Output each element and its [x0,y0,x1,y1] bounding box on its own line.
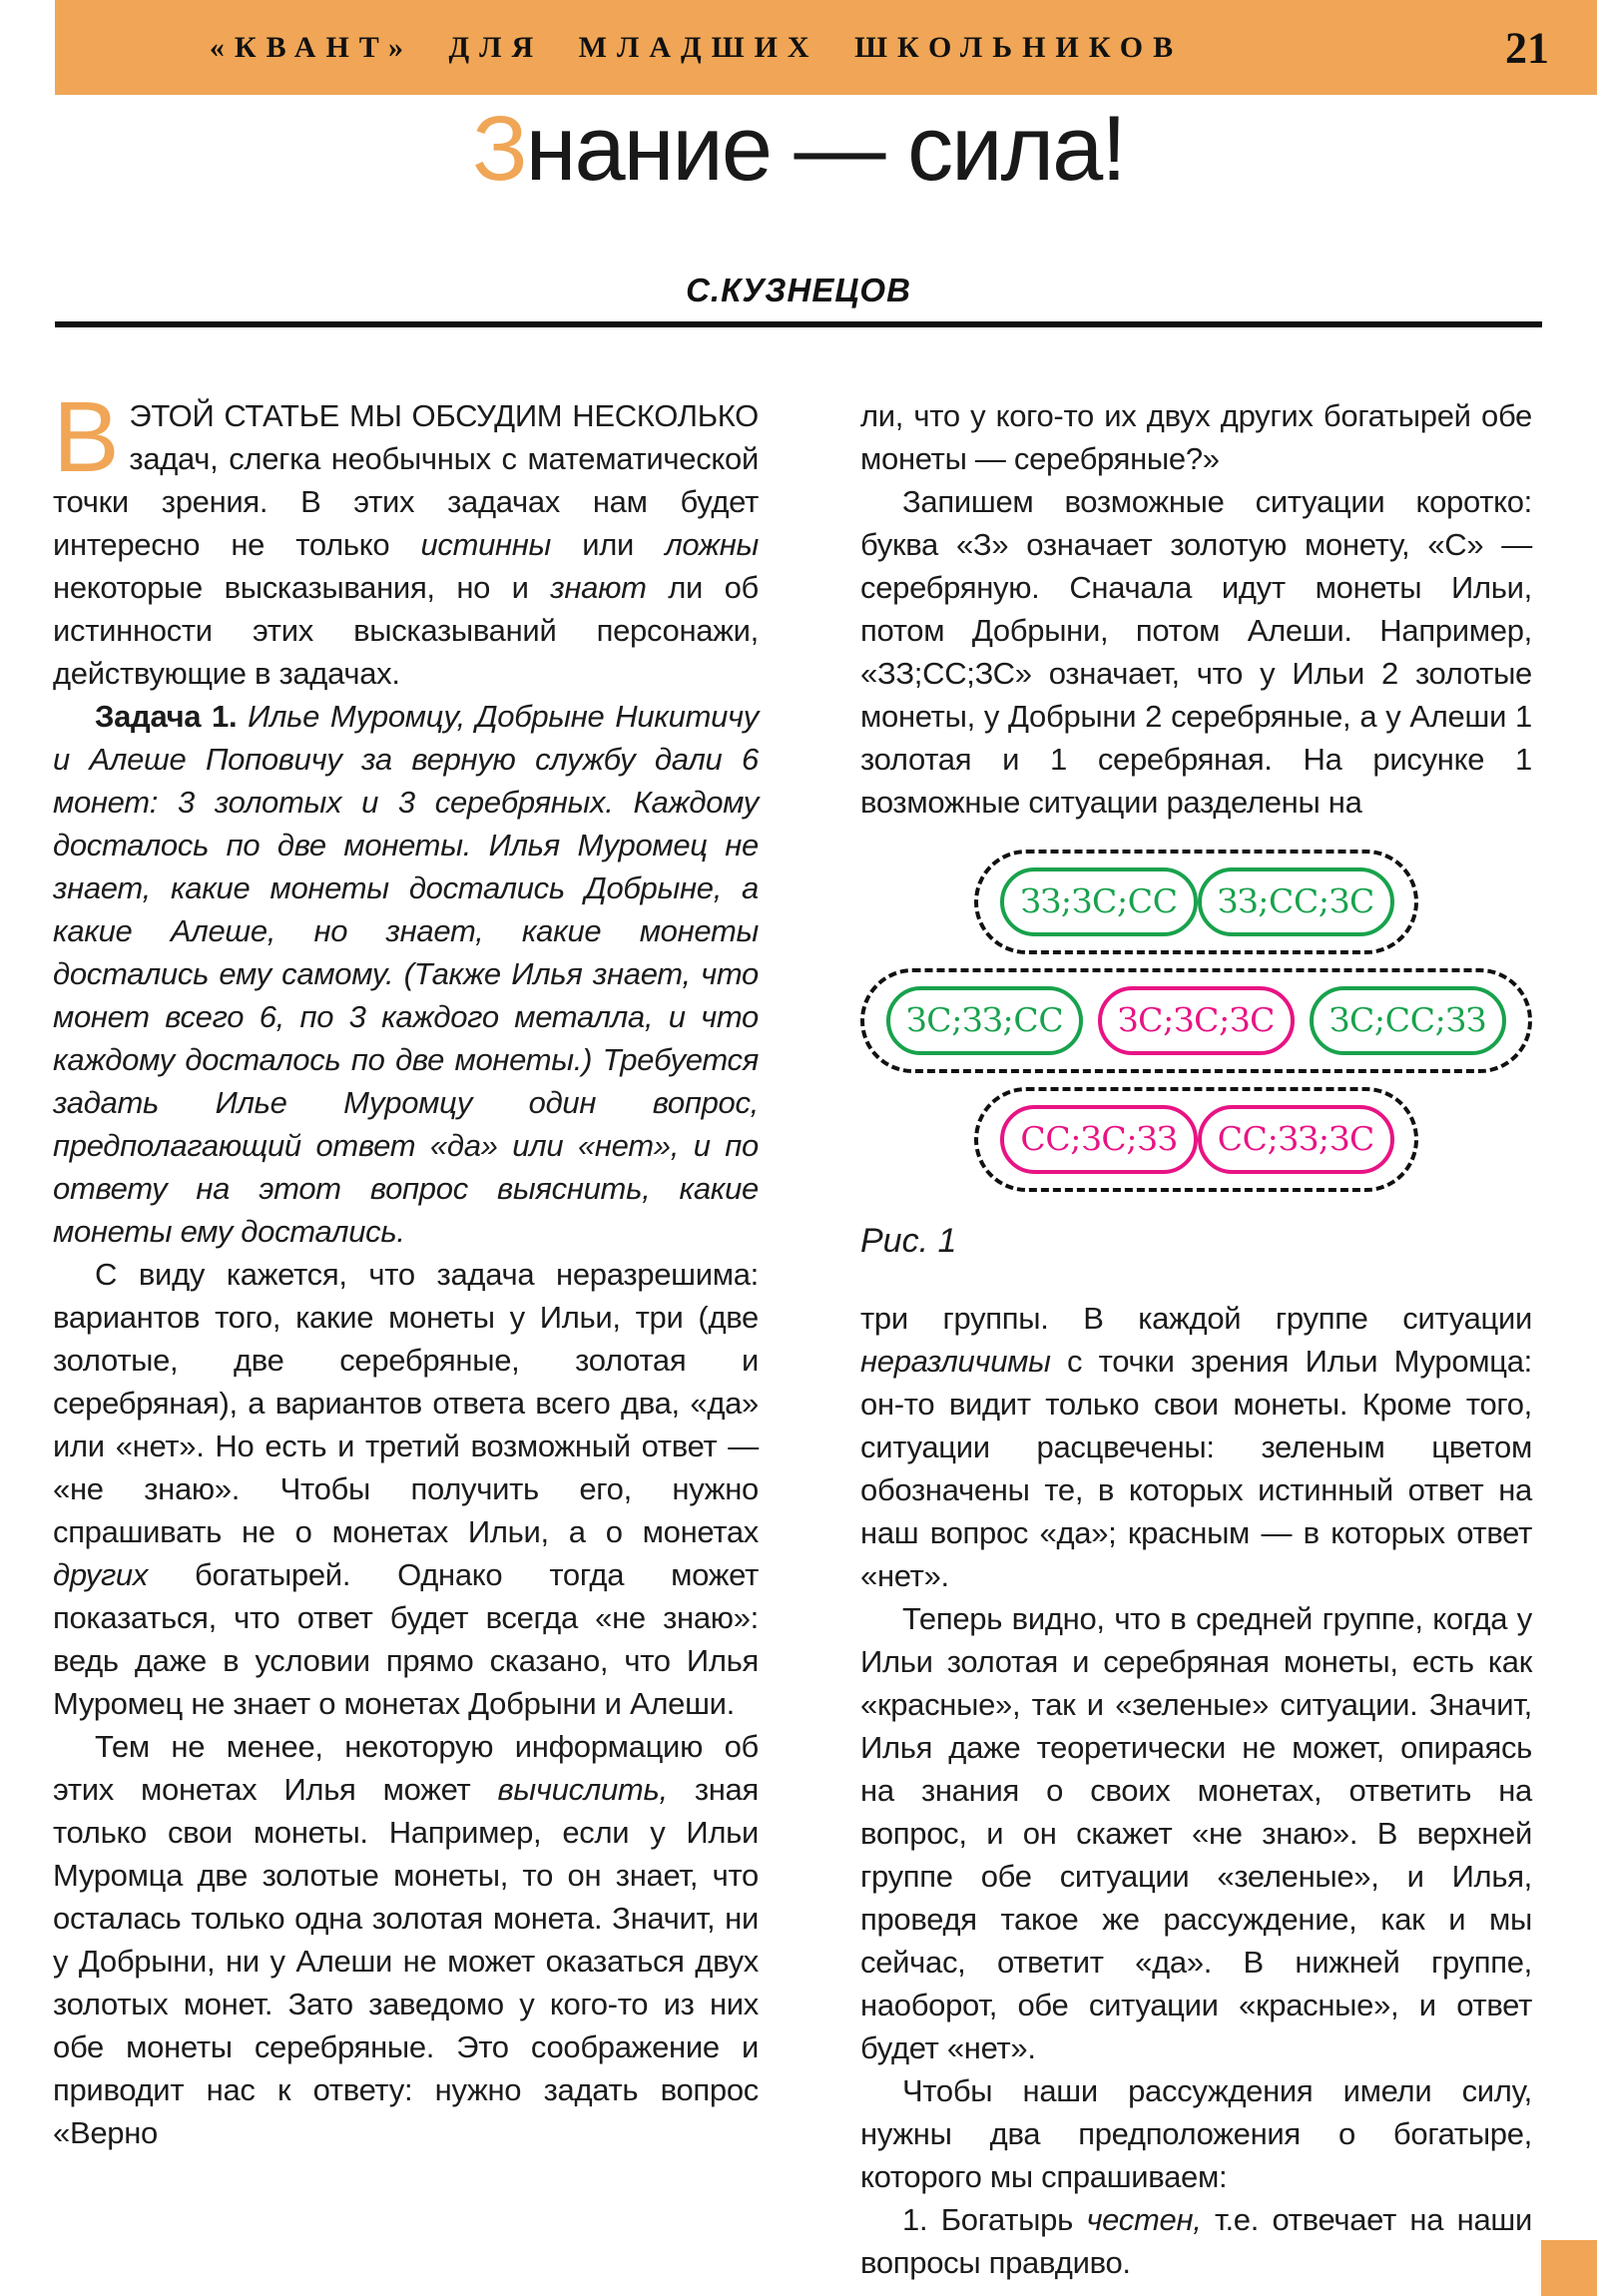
article-body [53,381,1532,2284]
text-run: некоторые высказывания, но и [53,570,551,605]
text-run: знают [550,570,647,605]
text-run: С виду кажется, что задача неразрешима: вариантов того, какие монеты у Ильи, три (две золотые, две серебряные, золотая и серебряная), а вариантов ответа всего два, «да» или «нет». Но есть и третий возможный ответ — «не знаю». Чтобы получить его, нужно спрашивать не о монетах Ильи, а о монетах [53,1257,759,1549]
text-run: Запишем возможные ситуации коротко: буква «З» означает золотую монету, «С» — серебряную. Сначала идут монеты Ильи, потом Добрыни, потом Алеши. Например, «ЗЗ;СС;ЗС» означает, что у Ильи 2 золотые монеты, у Добрыни 2 серебряные, а у Алеши 1 золотая и 1 серебряная. На рисунке 1 возможные ситуации разделены на [860,484,1532,820]
situation-oval: ЗЗ;СС;ЗС [1198,867,1394,936]
paragraph [53,1725,759,2154]
figure-situation-group [860,968,1532,1073]
text-run: ЭТОЙ СТАТЬЕ МЫ ОБСУДИМ НЕСКОЛЬКО задач, слегка необычных с математической точки зрения. В этих задачах нам будет интересно не только [53,398,759,562]
article-title [0,98,1597,201]
text-run: других [53,1557,149,1592]
text-run: неразличимы [860,1344,1051,1379]
paragraph [53,695,759,1253]
paragraph [860,2069,1532,2198]
text-run: 1. Богатырь [902,2202,1087,2237]
paragraph [53,1253,759,1725]
text-run: богатырей. Однако тогда может показаться, что ответ будет всегда «не знаю»: ведь даже в условии прямо сказано, что Илья Муромец не знает о монетах Добрыни и Алеши. [53,1557,759,1721]
figure-situation-group [974,850,1417,954]
text-run: ли об истинности этих высказываний персонажи, действующие в задачах. [53,570,759,691]
corner-decoration [1541,2240,1597,2296]
author-name: С.КУЗНЕЦОВ [686,272,911,308]
figure-situations-diagram [860,850,1532,1192]
article-column-right [860,394,1532,2284]
figure-caption: Рис. 1 [860,1222,957,1260]
text-run: Тем не менее, некоторую информацию об этих монетах Илья может [53,1729,759,1807]
figure-situation-group [974,1087,1417,1192]
title-initial-letter: З [472,98,526,200]
paragraph [53,381,759,695]
situation-oval: СС;ЗЗ;ЗС [1198,1105,1394,1174]
text-run: зная только свои монеты. Например, если у Ильи Муромца две золотые монеты, то он знает, что осталась только одна золотая монета. Значит, ни у Добрыни, ни у Алеши не может оказаться двух золотых монет. Зато заведомо у кого-то из них обе монеты серебряные. Это соображение и приводит нас к ответу: нужно задать вопрос «Верно [53,1772,759,2150]
text-run: истинны [420,527,552,562]
dropcap-letter: В [53,381,120,493]
situation-oval: ЗС;СС;ЗЗ [1310,986,1506,1055]
text-run: три группы. В каждой группе ситуации [860,1301,1532,1336]
text-run: или [551,527,666,562]
situation-oval: СС;ЗС;ЗЗ [1000,1105,1197,1174]
text-run: Илье Муромцу, Добрыне Никитичу и Алеше Поповичу за верную службу дали 6 монет: 3 золотых и 3 серебряных. Каждому досталось по две монеты. Илья Муромец не знает, какие монеты достались Добрыне, а какие Алеше, но знает, какие монеты достались ему самому. (Также Илья знает, что монет всего 6, по 3 каждого металла, и что каждому досталось по две монеты.) Требуется задать Илье Муромцу один вопрос, предполагающий ответ «да» или «нет», и по ответу на этот вопрос выяснить, какие монеты ему достались. [53,699,759,1249]
paragraph [860,1297,1532,1597]
magazine-section-header: «КВАНТ» ДЛЯ МЛАДШИХ ШКОЛЬНИКОВ [209,30,1184,64]
text-run: т.е. отвечает на наши вопросы правдиво. [860,2202,1532,2280]
paragraph [860,2198,1532,2284]
text-run: с точки зрения Ильи Муромца: он-то видит только свои монеты. Кроме того, ситуации расцвечены: зеленым цветом обозначены те, в которых истинный ответ на наш вопрос «да»; красным — в которых ответ «нет». [860,1344,1532,1593]
text-run: ли, что у кого-то их двух других богатырей обе монеты — серебряные?» [860,398,1532,476]
situation-oval: ЗС;ЗЗ;СС [886,986,1083,1055]
situation-oval: ЗЗ;ЗС;СС [1000,867,1197,936]
article-column-left [53,381,759,2284]
text-run: Задача 1. [95,699,238,734]
page-header-band [55,0,1597,95]
text-run: честен, [1086,2202,1202,2237]
text-run: Чтобы наши рассуждения имели силу, нужны два предположения о богатыре, которого мы спрашиваем: [860,2073,1532,2194]
divider-rule [55,321,1542,327]
title-rest: нание — сила! [525,98,1125,200]
paragraph [860,394,1532,480]
text-run: ложны [665,527,759,562]
text-run: вычислить, [497,1772,668,1807]
text-run: Теперь видно, что в средней группе, когда у Ильи золотая и серебряная монеты, есть как «красные», так и «зеленые» ситуации. Значит, Илья даже теоретически не может, опираясь на знания о своих монетах, ответить на вопрос, и он скажет «не знаю». В верхней группе обе ситуации «зеленые», и Илья, проведя такое же рассуждение, как и мы сейчас, ответит «да». В нижней группе, наоборот, обе ситуации «красные», и ответ будет «нет». [860,1601,1532,2065]
paragraph [860,1597,1532,2069]
situation-oval: ЗС;ЗС;ЗС [1098,986,1295,1055]
page-number: 21 [1505,23,1549,72]
column-right-bottom-paragraphs [860,1297,1532,2284]
column-right-top-paragraphs [860,394,1532,824]
paragraph [860,480,1532,824]
